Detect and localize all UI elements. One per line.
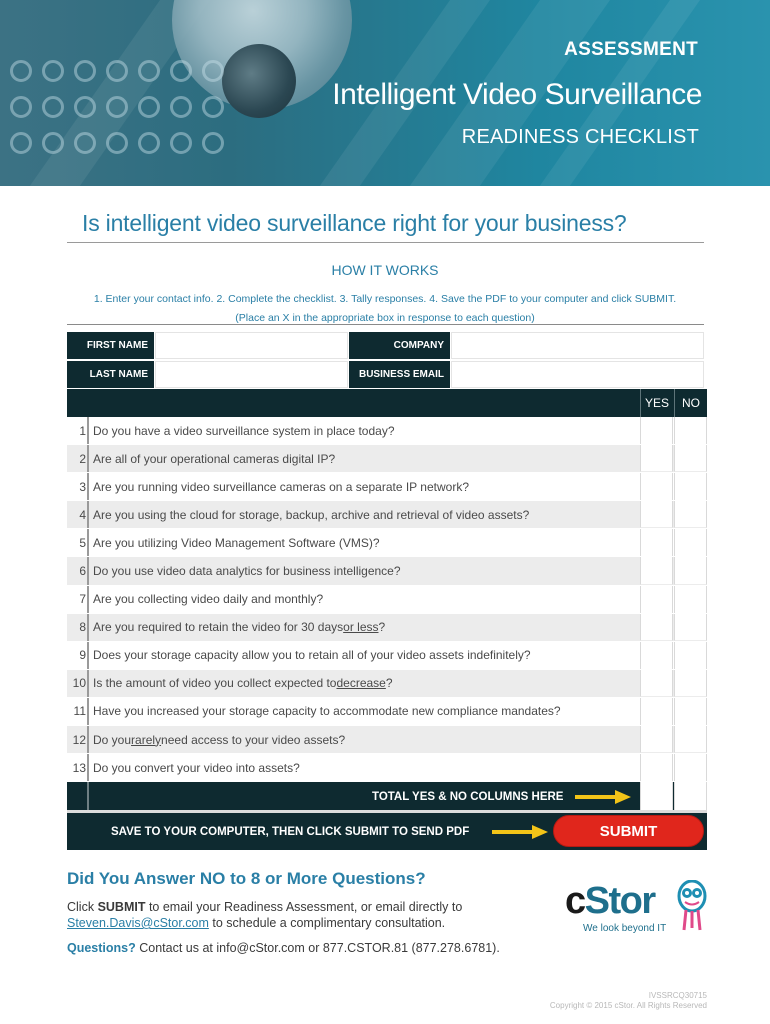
yes-checkbox[interactable] [640,726,673,753]
logo-wordmark [565,880,655,923]
question-text [93,473,469,500]
company-field[interactable] [451,332,704,359]
question-text [93,754,300,781]
table-row [67,417,707,445]
paragraph-text: Click [67,900,98,914]
yes-checkbox[interactable] [640,586,673,613]
row-divider-bar [87,529,89,556]
no-checkbox[interactable] [674,670,707,697]
question-text-part: ? [378,620,386,635]
submit-paragraph [67,899,487,931]
question-text-part: Is the amount of video you collect expected to [93,676,337,691]
question-number: 8 [79,620,86,635]
question-rows [67,417,707,782]
row-divider-bar [87,670,89,697]
question-text-part: Have you increased your storage capacity to accommodate new compliance mandates? [93,704,561,719]
row-divider-bar [87,642,89,669]
yes-checkbox[interactable] [640,473,673,500]
question-number: 1 [79,423,86,438]
yes-checkbox[interactable] [640,642,673,669]
no-checkbox[interactable] [674,417,707,444]
yes-checkbox[interactable] [640,445,673,472]
question-text-part: Do you [93,732,132,747]
question-text [93,557,401,584]
row-divider-bar [87,417,89,444]
row-divider-bar [87,726,89,753]
questions-paragraph [67,941,500,955]
question-text-part: Do you have a video surveillance system in place today? [93,423,395,438]
question-text [93,529,380,556]
table-row [67,754,707,782]
submit-instruction: SAVE TO YOUR COMPUTER, THEN CLICK SUBMIT TO SEND PDF [111,825,470,838]
no-checkbox[interactable] [674,754,707,781]
no-checkbox[interactable] [674,473,707,500]
table-row [67,473,707,501]
document-code: IVSSRCQ30715 [648,991,707,1000]
question-number: 2 [79,451,86,466]
total-yes-field[interactable] [640,782,673,811]
question-number: 5 [79,535,86,550]
question-text [93,726,345,753]
last-name-field[interactable] [155,361,348,388]
arrow-right-icon [492,825,548,839]
question-text-part: Does your storage capacity allow you to retain all of your video assets indefinitely? [93,648,531,663]
table-row [67,614,707,642]
no-checkbox[interactable] [674,529,707,556]
question-text-part: Do you convert your video into assets? [93,760,300,775]
arrow-right-icon [575,790,631,804]
first-name-field[interactable] [155,332,348,359]
question-text [93,698,561,725]
row-divider-bar [87,473,89,500]
business-email-label: BUSINESS EMAIL [349,361,450,388]
question-number: 13 [72,760,86,775]
banner-dot-pattern [6,52,316,162]
row-divider-bar [87,501,89,528]
total-row [67,782,707,811]
yes-checkbox[interactable] [640,614,673,641]
assessment-kicker: ASSESSMENT [564,39,698,60]
table-row [67,698,707,726]
question-text-part: Are all of your operational cameras digital IP? [93,451,336,466]
table-row [67,586,707,614]
question-number: 4 [79,507,86,522]
question-emphasis: or less [343,620,379,635]
question-text [93,614,385,641]
questions-label: Questions? [67,941,136,955]
company-label: COMPANY [349,332,450,359]
question-text-part: Are you collecting video daily and monthly? [93,592,324,607]
table-row [67,529,707,557]
intro-heading: Is intelligent video surveillance right for your business? [82,210,627,236]
header-banner [0,0,770,186]
submit-bar [67,810,707,850]
heading-divider [67,242,704,243]
yes-checkbox[interactable] [640,501,673,528]
question-text [93,501,529,528]
question-number: 6 [79,564,86,579]
yes-checkbox[interactable] [640,670,673,697]
paragraph-text: to schedule a complimentary consultation. [208,916,446,930]
question-number: 12 [72,732,86,747]
logo-c: c [565,880,585,922]
yes-checkbox[interactable] [640,754,673,781]
no-checkbox[interactable] [674,445,707,472]
yes-checkbox[interactable] [640,417,673,444]
question-text [93,417,395,444]
no-checkbox[interactable] [674,698,707,725]
logo-stor: Stor [584,880,655,922]
footer-heading: Did You Answer NO to 8 or More Questions? [67,869,426,888]
question-text-part: Are you required to retain the video for 30 days [93,620,344,635]
total-label: TOTAL YES & NO COLUMNS HERE [372,790,564,803]
question-number: 7 [79,592,86,607]
paragraph-text: to email your Readiness Assessment, or email directly to [145,900,463,914]
no-checkbox[interactable] [674,726,707,753]
row-divider-bar [87,614,89,641]
question-text-part: Are you utilizing Video Management Software (VMS)? [93,535,380,550]
question-number: 11 [73,704,86,719]
question-text [93,586,323,613]
business-email-field[interactable] [451,361,704,388]
instruction-divider [67,324,704,325]
logo-tagline: We look beyond IT [583,923,667,934]
table-row [67,670,707,698]
question-text-part: Are you running video surveillance cameras on a separate IP network? [93,479,469,494]
contact-form [67,332,704,388]
last-name-label: LAST NAME [67,361,154,388]
table-header [67,389,707,417]
question-text [93,670,393,697]
question-text-part: ? [385,676,393,691]
page-subtitle: READINESS CHECKLIST [461,126,699,148]
question-number: 3 [79,479,86,494]
no-checkbox[interactable] [674,586,707,613]
mascot-icon [676,880,708,934]
yes-checkbox[interactable] [640,698,673,725]
page-title: Intelligent Video Surveillance [332,78,702,111]
email-link[interactable]: Steven.Davis@cStor.com [67,916,209,930]
table-row [67,557,707,585]
contact-info-text: Contact us at info@cStor.com or 877.CSTOR.81 (877.278.6781). [135,941,500,955]
no-column-header: NO [674,389,707,417]
no-checkbox[interactable] [674,501,707,528]
first-name-label: FIRST NAME [67,332,154,359]
submit-button[interactable]: SUBMIT [553,815,704,847]
question-number: 10 [72,676,86,691]
question-text-part: Do you use video data analytics for business intelligence? [93,564,401,579]
copyright-text: Copyright © 2015 cStor. All Rights Reserved [549,1001,707,1010]
question-text [93,642,531,669]
table-row [67,445,707,473]
yes-checkbox[interactable] [640,557,673,584]
question-emphasis: rarely [131,732,162,747]
no-checkbox[interactable] [674,614,707,641]
checklist-table [67,389,707,811]
steps-text: 1. Enter your contact info. 2. Complete the checklist. 3. Tally responses. 4. Save the PDF to your computer and click SUBMIT. [93,293,677,305]
submit-emphasis: SUBMIT [97,900,146,914]
question-text-part: Are you using the cloud for storage, backup, archive and retrieval of video assets? [93,507,530,522]
how-it-works-heading: HOW IT WORKS [331,262,439,278]
instruction-text: (Place an X in the appropriate box in response to each question) [235,312,535,324]
table-row [67,501,707,529]
row-divider-bar [87,698,89,725]
row-divider-bar [87,754,89,781]
yes-checkbox[interactable] [640,529,673,556]
row-divider-bar [87,445,89,472]
question-text-part: need access to your video assets? [161,732,346,747]
no-checkbox[interactable] [674,557,707,584]
total-row-bar [87,782,89,811]
total-no-field[interactable] [674,782,707,811]
table-row [67,726,707,754]
yes-column-header: YES [640,389,673,417]
row-divider-bar [87,557,89,584]
question-emphasis: decrease [336,676,386,691]
row-divider-bar [87,586,89,613]
question-text [93,445,335,472]
table-row [67,642,707,670]
question-number: 9 [79,648,86,663]
no-checkbox[interactable] [674,642,707,669]
